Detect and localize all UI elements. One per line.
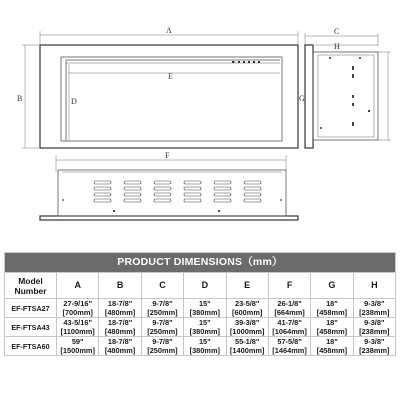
dim-label-f: F [165, 151, 170, 160]
inch-value: 18-7/8" [107, 337, 133, 346]
inch-value: 9-7/8" [152, 337, 173, 346]
vent-slot [124, 181, 141, 184]
inch-value: 18-7/8" [107, 299, 133, 308]
header-col: F [268, 273, 310, 299]
header-col: E [226, 273, 268, 299]
mm-value: [1064mm] [272, 327, 307, 336]
mm-value: [380mm] [189, 308, 221, 317]
dimension-cell [311, 299, 353, 318]
header-col: H [353, 273, 395, 299]
front-view [17, 26, 298, 172]
mm-value: [1100mm] [60, 327, 95, 336]
dimension-cell [184, 299, 226, 318]
vent-slot [154, 193, 171, 196]
dim-label-h: H [334, 42, 340, 51]
mm-value: [480mm] [104, 327, 136, 336]
mm-value: [1500mm] [60, 346, 95, 355]
mm-value: [458mm] [316, 327, 348, 336]
header-col: G [311, 273, 353, 299]
vent-slot [184, 199, 201, 202]
inch-value: 9-7/8" [152, 318, 173, 327]
vent-slot [94, 193, 111, 196]
dimension-cell [226, 299, 268, 318]
dimension-cell [353, 337, 395, 356]
dimension-cell [353, 318, 395, 337]
mm-value: [250mm] [147, 327, 178, 336]
dimension-cell [99, 337, 141, 356]
dimension-cell [226, 337, 268, 356]
mm-value: [1400mm] [229, 346, 265, 355]
vent-slot [94, 187, 111, 190]
model-number-cell: EF-FTSA27 [5, 299, 57, 318]
inch-value: 23-5/8" [234, 299, 260, 308]
vent-slot [94, 199, 111, 202]
dim-label-b: B [17, 94, 23, 103]
inch-value: 26-1/8" [277, 299, 302, 308]
header-col: B [99, 273, 141, 299]
header-model-line1: Model [18, 275, 43, 286]
inch-value: 41-7/8" [277, 318, 302, 327]
dimension-cell [353, 299, 395, 318]
inch-value: 9-3/8" [364, 299, 385, 308]
mm-value: [238mm] [359, 308, 390, 317]
inch-value: 18" [326, 318, 338, 327]
vent-slot [214, 181, 231, 184]
dimension-cell [226, 318, 268, 337]
inch-value: 15" [198, 299, 211, 308]
mm-value: [700mm] [62, 308, 93, 317]
inch-value: 9-3/8" [364, 337, 385, 346]
inch-value: 18-7/8" [107, 318, 133, 327]
dimension-cell [141, 299, 183, 318]
side-view [299, 27, 391, 148]
inch-value: 27-9/16" [63, 299, 92, 308]
dimension-cell [311, 337, 353, 356]
vent-slot [124, 199, 141, 202]
vent-slots [94, 181, 261, 202]
vent-slot [244, 193, 261, 196]
header-col: D [184, 273, 226, 299]
header-model-line2: Number [14, 285, 47, 296]
dim-label-e: E [168, 72, 173, 81]
mm-value: [238mm] [359, 346, 390, 355]
dimension-cell [99, 299, 141, 318]
vent-slot [124, 193, 141, 196]
header-row [5, 273, 396, 299]
vent-slot [214, 193, 231, 196]
inch-value: 18" [326, 299, 338, 308]
inch-value: 15" [198, 318, 211, 327]
bottom-view [40, 170, 298, 220]
inch-value: 57-5/8" [277, 337, 302, 346]
mm-value: [380mm] [189, 346, 221, 355]
vent-slot [184, 193, 201, 196]
inch-value: 9-7/8" [152, 299, 173, 308]
vent-slot [154, 181, 171, 184]
vent-slot [214, 199, 231, 202]
header-col: C [141, 273, 183, 299]
inch-value: 43-5/16" [63, 318, 92, 327]
mm-value: [480mm] [104, 346, 136, 355]
inch-value: 59" [71, 337, 84, 346]
dim-label-a: A [166, 26, 172, 35]
vent-slot [154, 199, 171, 202]
vent-slot [184, 181, 201, 184]
mm-value: [600mm] [231, 308, 263, 317]
control-panel [232, 61, 260, 63]
dimension-cell [268, 299, 310, 318]
dimension-cell [141, 318, 183, 337]
dimension-cell [311, 318, 353, 337]
mm-value: [458mm] [316, 346, 348, 355]
table-row [5, 318, 396, 337]
inch-value: 15" [198, 337, 211, 346]
dim-label-c: C [334, 27, 340, 36]
mm-value: [480mm] [104, 308, 136, 317]
model-number-cell: EF-FTSA43 [5, 318, 57, 337]
dim-label-d: D [71, 97, 77, 106]
product-dimensions-table [4, 252, 396, 356]
vent-slot [244, 199, 261, 202]
vent-slot [214, 187, 231, 190]
inch-value: 39-3/8" [234, 318, 260, 327]
mm-value: [1000mm] [229, 327, 265, 336]
table-title: PRODUCT DIMENSIONS（mm） [5, 253, 396, 273]
dimension-cell [99, 318, 141, 337]
mm-value: [238mm] [359, 327, 390, 336]
dimension-cell [184, 318, 226, 337]
mm-value: [458mm] [316, 308, 348, 317]
inch-value: 9-3/8" [364, 318, 385, 327]
vent-slot [154, 187, 171, 190]
dimension-cell [57, 299, 99, 318]
table-row [5, 299, 396, 318]
dimension-cell [141, 337, 183, 356]
table-row [5, 337, 396, 356]
vent-slot [124, 187, 141, 190]
vent-slot [244, 187, 261, 190]
mm-value: [250mm] [147, 346, 178, 355]
dimension-cell [268, 318, 310, 337]
mm-value: [1464mm] [272, 346, 307, 355]
mm-value: [664mm] [274, 308, 305, 317]
dimension-cell [57, 318, 99, 337]
model-number-cell: EF-FTSA60 [5, 337, 57, 356]
vent-slot [94, 181, 111, 184]
header-col: A [57, 273, 99, 299]
inch-value: 55-1/8" [234, 337, 260, 346]
dimension-cell [184, 337, 226, 356]
dimension-cell [268, 337, 310, 356]
mm-value: [250mm] [147, 308, 178, 317]
vent-slot [184, 187, 201, 190]
vent-slot [244, 181, 261, 184]
inch-value: 18" [326, 337, 338, 346]
mm-value: [380mm] [189, 327, 221, 336]
header-model-number [5, 273, 57, 299]
dimension-cell [57, 337, 99, 356]
dim-label-g: G [299, 94, 305, 103]
